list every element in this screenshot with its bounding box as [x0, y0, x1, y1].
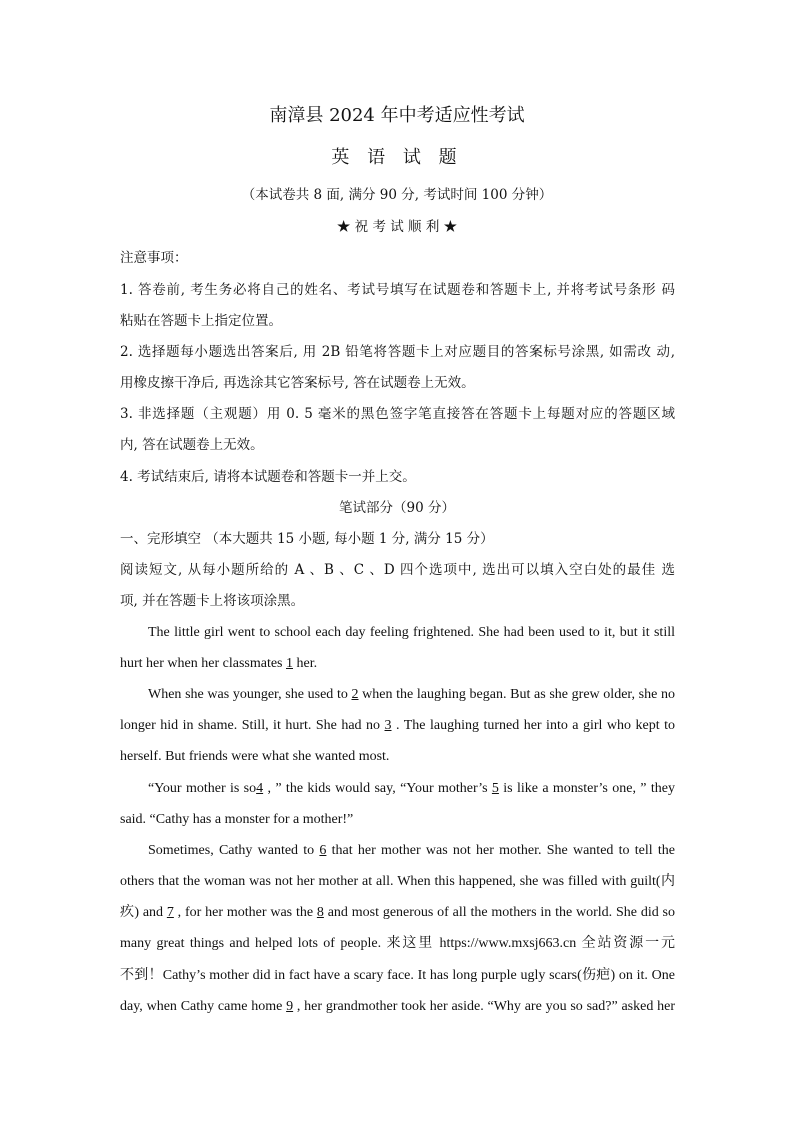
passage-line: many great things and helped lots of people. 来这里 https://www.mxsj663.cn 全站资源一元: [120, 936, 675, 951]
passage-text: . The laughing turned her into a girl who kept to: [391, 718, 675, 733]
notes-heading: 注意事项：: [120, 250, 188, 266]
passage-line: said. “Cathy has a monster for a mother!”: [120, 812, 354, 827]
blank-number: 5: [491, 781, 499, 796]
note-line: 用橡皮擦干净后, 再选涂其它答案标号, 答在试题卷上无效。: [120, 375, 475, 391]
passage-text: day, when Cathy came home: [120, 999, 287, 1014]
passage-text: Sometimes, Cathy wanted to: [148, 843, 320, 858]
instruction-line: 项, 并在答题卡上将该项涂黑。: [120, 593, 305, 609]
passage-text: when the laughing began. But as she grew older, she no: [358, 687, 675, 702]
instruction-line: 阅读短文, 从每小题所给的 A 、B 、C 、D 四个选项中, 选出可以填入空白处的最佳 选: [120, 562, 675, 578]
passage-line: [120, 654, 675, 674]
note-line: 内, 答在试题卷上无效。: [120, 437, 264, 453]
blank-number: 6: [319, 843, 327, 858]
blank-number: 3: [384, 718, 392, 733]
blank-number: 4: [256, 781, 264, 796]
passage-line: [120, 685, 675, 705]
passage-line: [120, 716, 675, 736]
blank-number: 7: [166, 905, 174, 920]
passage-text: , her grandmother took her aside. “Why are you so sad?” asked her: [293, 999, 675, 1014]
note-line: 2. 选择题每小题选出答案后, 用 2B 铅笔将答题卡上对应题目的答案标号涂黑, 如需改 动,: [120, 344, 675, 360]
blank-number: 2: [351, 687, 359, 702]
blank-number: 9: [286, 999, 294, 1014]
passage-text: that her mother was not her mother. She wanted to tell the: [326, 843, 675, 858]
subject-title: 英 语 试 题: [331, 147, 463, 168]
passage-line: 不到！Cathy’s mother did in fact have a scary face. It has long purple ugly scars(伤疤) on it. One: [120, 968, 675, 983]
blank-number: 1: [286, 656, 293, 671]
passage-line: The little girl went to school each day feeling frightened. She had been used to it, but it still: [148, 625, 675, 640]
passage-text: is like a monster’s one, ” they: [498, 781, 675, 796]
passage-line: [120, 997, 675, 1017]
note-line: 1. 答卷前, 考生务必将自己的姓名、考试号填写在试题卷和答题卡上, 并将考试号条形 码: [120, 282, 675, 298]
note-line: 4. 考试结束后, 请将本试题卷和答题卡一并上交。: [120, 469, 416, 485]
passage-text: , ” the kids would say, “Your mother’s: [263, 781, 492, 796]
good-luck-wish: ★ 祝 考 试 顺 利 ★: [336, 219, 458, 235]
exam-info: （本试卷共 8 面, 满分 90 分, 考试时间 100 分钟）: [241, 187, 553, 203]
passage-text: hurt her when her classmates: [120, 656, 286, 671]
passage-line: [120, 841, 675, 861]
note-line: 3. 非选择题（主观题）用 0. 5 毫米的黑色签字笔直接答在答题卡上每题对应的答题区域: [120, 406, 675, 422]
passage-line: others that the woman was not her mother at all. When this happened, she was filled with guilt(内: [120, 874, 675, 889]
section-heading: 笔试部分（90 分）: [339, 500, 455, 516]
passage-text: 疚) and: [120, 905, 167, 920]
note-line: 粘贴在答题卡上指定位置。: [120, 313, 282, 329]
passage-text: “Your mother is so: [148, 781, 257, 796]
passage-text: , for her mother was the: [173, 905, 317, 920]
passage-line: [120, 903, 675, 923]
blank-number: 8: [316, 905, 324, 920]
passage-line: herself. But friends were what she wanted most.: [120, 749, 390, 764]
passage-text: longer hid in shame. Still, it hurt. She had no: [120, 718, 385, 733]
exam-title: 南漳县 2024 年中考适应性考试: [269, 105, 525, 126]
part-title: 一、完形填空 （本大题共 15 小题, 每小题 1 分, 满分 15 分）: [120, 531, 494, 547]
passage-text: and most generous of all the mothers in the world. She did so: [323, 905, 675, 920]
passage-text: her.: [293, 656, 318, 671]
passage-line: [120, 779, 675, 799]
passage-text: When she was younger, she used to: [148, 687, 352, 702]
